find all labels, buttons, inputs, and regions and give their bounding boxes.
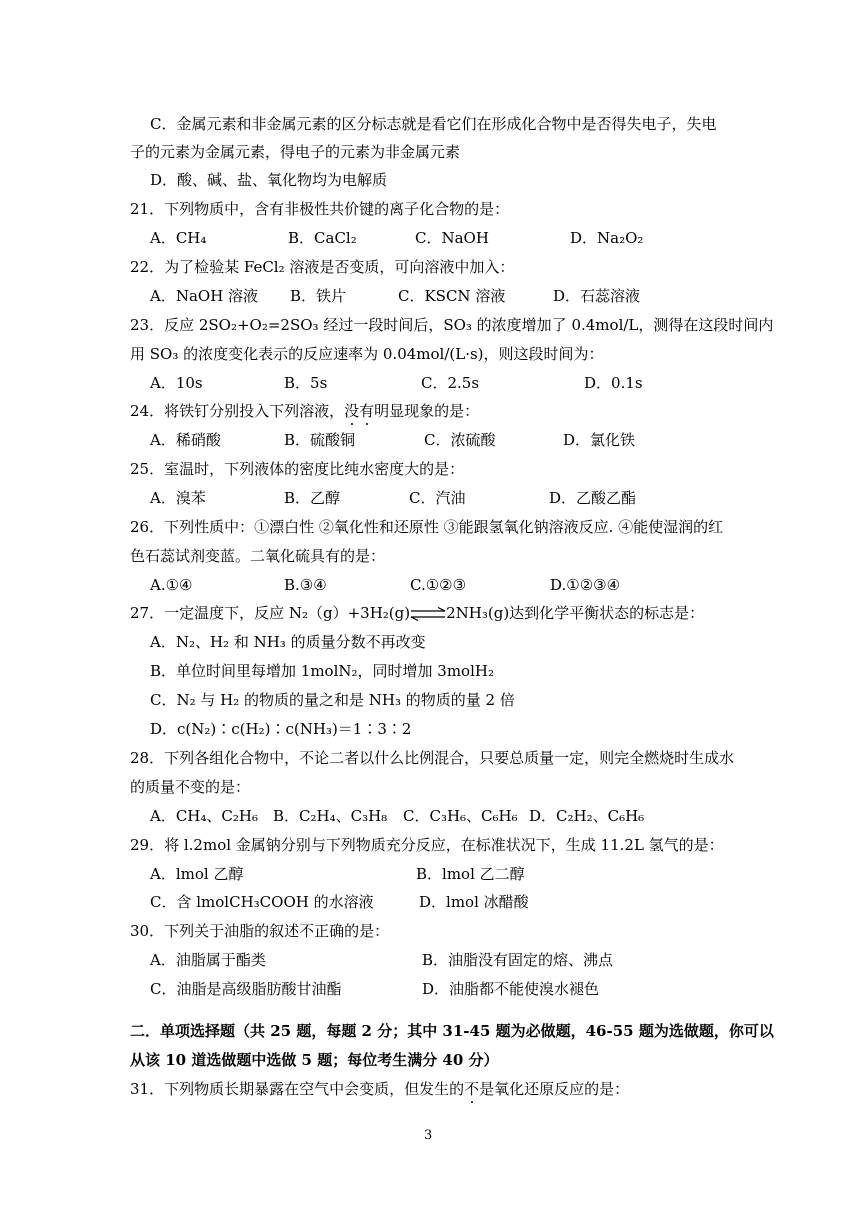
q24-text-post: 明显现象的是： [374, 402, 480, 420]
question-29: 29．将 l.2mol 金属钠分别与下列物质充分反应，在标准状况下，生成 11.2L 氢气的是： [130, 836, 724, 854]
q23-option-d: D．0.1s [584, 374, 643, 392]
q20-option-c-line2: 子的元素为金属元素，得电子的元素为非金属元素 [130, 143, 461, 161]
q29-option-c: C．含 lmolCH₃COOH 的水溶液 [150, 893, 374, 911]
q29-option-b: B．lmol 乙二醇 [416, 865, 525, 883]
question-28-line1: 28．下列各组化合物中，不论二者以什么比例混合，只要总质量一定，则完全燃烧时生成水 [130, 749, 735, 767]
question-25: 25．室温时，下列液体的密度比纯水密度大的是： [130, 460, 465, 478]
question-26-line2: 色石蕊试剂变蓝。二氧化硫具有的是： [130, 547, 386, 565]
q24-option-c: C．浓硫酸 [424, 431, 496, 449]
q21-option-b: B．CaCl₂ [288, 229, 357, 247]
q20-option-d: D．酸、碱、盐、氧化物均为电解质 [150, 171, 388, 189]
question-21: 21．下列物质中，含有非极性共价键的离子化合物的是： [130, 200, 510, 218]
question-22: 22．为了检验某 FeCl₂ 溶液是否变质，可向溶液中加入： [130, 258, 515, 276]
q27-option-d: D．c(N₂)∶c(H₂)∶c(NH₃)＝1∶3∶2 [150, 720, 412, 738]
q26-option-b: B.③④ [284, 576, 327, 594]
question-24 [130, 401, 479, 421]
q31-text-pre: 31．下列物质长期暴露在空气中会变质，但发生的 [130, 1080, 465, 1098]
question-23-line2: 用 SO₃ 的浓度变化表示的反应速率为 0.04mol/(L·s)，则这段时间为： [130, 345, 604, 363]
q28-option-d: D．C₂H₂、C₆H₆ [529, 807, 645, 825]
q31-emphasis: 不 [464, 1080, 480, 1098]
q25-option-a: A．溴苯 [150, 489, 206, 507]
question-26-line1: 26．下列性质中：①漂白性 ②氧化性和还原性 ③能跟氢氧化钠溶液反应. ④能使湿润的红 [130, 518, 724, 536]
q31-text-post: 是氧化还原反应的是： [479, 1080, 630, 1098]
q20-option-c-line1: C．金属元素和非金属元素的区分标志就是看它们在形成化合物中是否得失电子，失电 [150, 115, 717, 133]
q30-option-a: A．油脂属于酯类 [150, 951, 266, 969]
q25-option-b: B．乙醇 [284, 489, 341, 507]
q28-option-c: C．C₃H₆、C₆H₆ [403, 807, 518, 825]
question-31 [130, 1079, 629, 1099]
q24-option-b: B．硫酸铜 [284, 431, 356, 449]
q25-option-d: D．乙酸乙酯 [549, 489, 637, 507]
q24-option-d: D．氯化铁 [563, 431, 636, 449]
section-2-heading-line1: 二．单项选择题（共 25 题，每题 2 分；其中 31-45 题为必做题，46-55 题为选做题，你可以 [130, 1022, 774, 1040]
q26-option-a: A.①④ [150, 576, 193, 594]
q30-option-c: C．油脂是高级脂肪酸甘油酯 [150, 980, 342, 998]
q27-text-post: 2NH₃(g)达到化学平衡状态的标志是： [446, 604, 705, 622]
q30-option-b: B．油脂没有固定的熔、沸点 [422, 951, 614, 969]
q24-emphasis-2: 有 [359, 402, 375, 420]
section-2-heading-line2: 从该 10 道选做题中选做 5 题；每位考生满分 40 分） [130, 1051, 499, 1069]
q27-option-a: A．N₂、H₂ 和 NH₃ 的质量分数不再改变 [150, 633, 426, 651]
q30-option-d: D．油脂都不能使溴水褪色 [422, 980, 600, 998]
q27-option-c: C．N₂ 与 H₂ 的物质的量之和是 NH₃ 的物质的量 2 倍 [150, 691, 515, 709]
q27-option-b: B．单位时间里每增加 1molN₂，同时增加 3molH₂ [150, 662, 494, 680]
q26-option-c: C.①②③ [410, 576, 467, 594]
q22-option-c: C．KSCN 溶液 [398, 287, 506, 305]
q28-option-b: B．C₂H₄、C₃H₈ [273, 807, 388, 825]
q21-option-d: D．Na₂O₂ [570, 229, 644, 247]
q24-option-a: A．稀硝酸 [150, 431, 221, 449]
q23-option-b: B．5s [284, 374, 328, 392]
q22-option-a: A．NaOH 溶液 [150, 287, 259, 305]
question-23-line1: 23．反应 2SO₂+O₂=2SO₃ 经过一段时间后，SO₃ 的浓度增加了 0.4mol/L，测得在这段时间内 [130, 316, 774, 334]
q21-option-a: A．CH₄ [150, 229, 207, 247]
equilibrium-arrow-icon [410, 607, 446, 621]
q29-option-d: D．lmol 冰醋酸 [419, 893, 529, 911]
q22-option-b: B．铁片 [290, 287, 347, 305]
question-27 [130, 603, 704, 623]
q22-option-d: D．石蕊溶液 [553, 287, 641, 305]
q28-option-a: A．CH₄、C₂H₆ [150, 807, 258, 825]
page-number: 3 [424, 1128, 433, 1143]
q24-text-pre: 24．将铁钉分别投入下列溶液， [130, 402, 345, 420]
q27-text-pre: 27．一定温度下，反应 N₂（g）+3H₂(g) [130, 604, 411, 622]
q21-option-c: C．NaOH [415, 229, 489, 247]
q24-emphasis-1: 没 [344, 402, 360, 420]
q25-option-c: C．汽油 [409, 489, 466, 507]
question-28-line2: 的质量不变的是： [130, 778, 251, 796]
q23-option-a: A．10s [150, 374, 203, 392]
q23-option-c: C．2.5s [421, 374, 480, 392]
q29-option-a: A．lmol 乙醇 [150, 865, 244, 883]
question-30: 30．下列关于油脂的叙述不正确的是： [130, 922, 390, 940]
q26-option-d: D.①②③④ [550, 576, 621, 594]
